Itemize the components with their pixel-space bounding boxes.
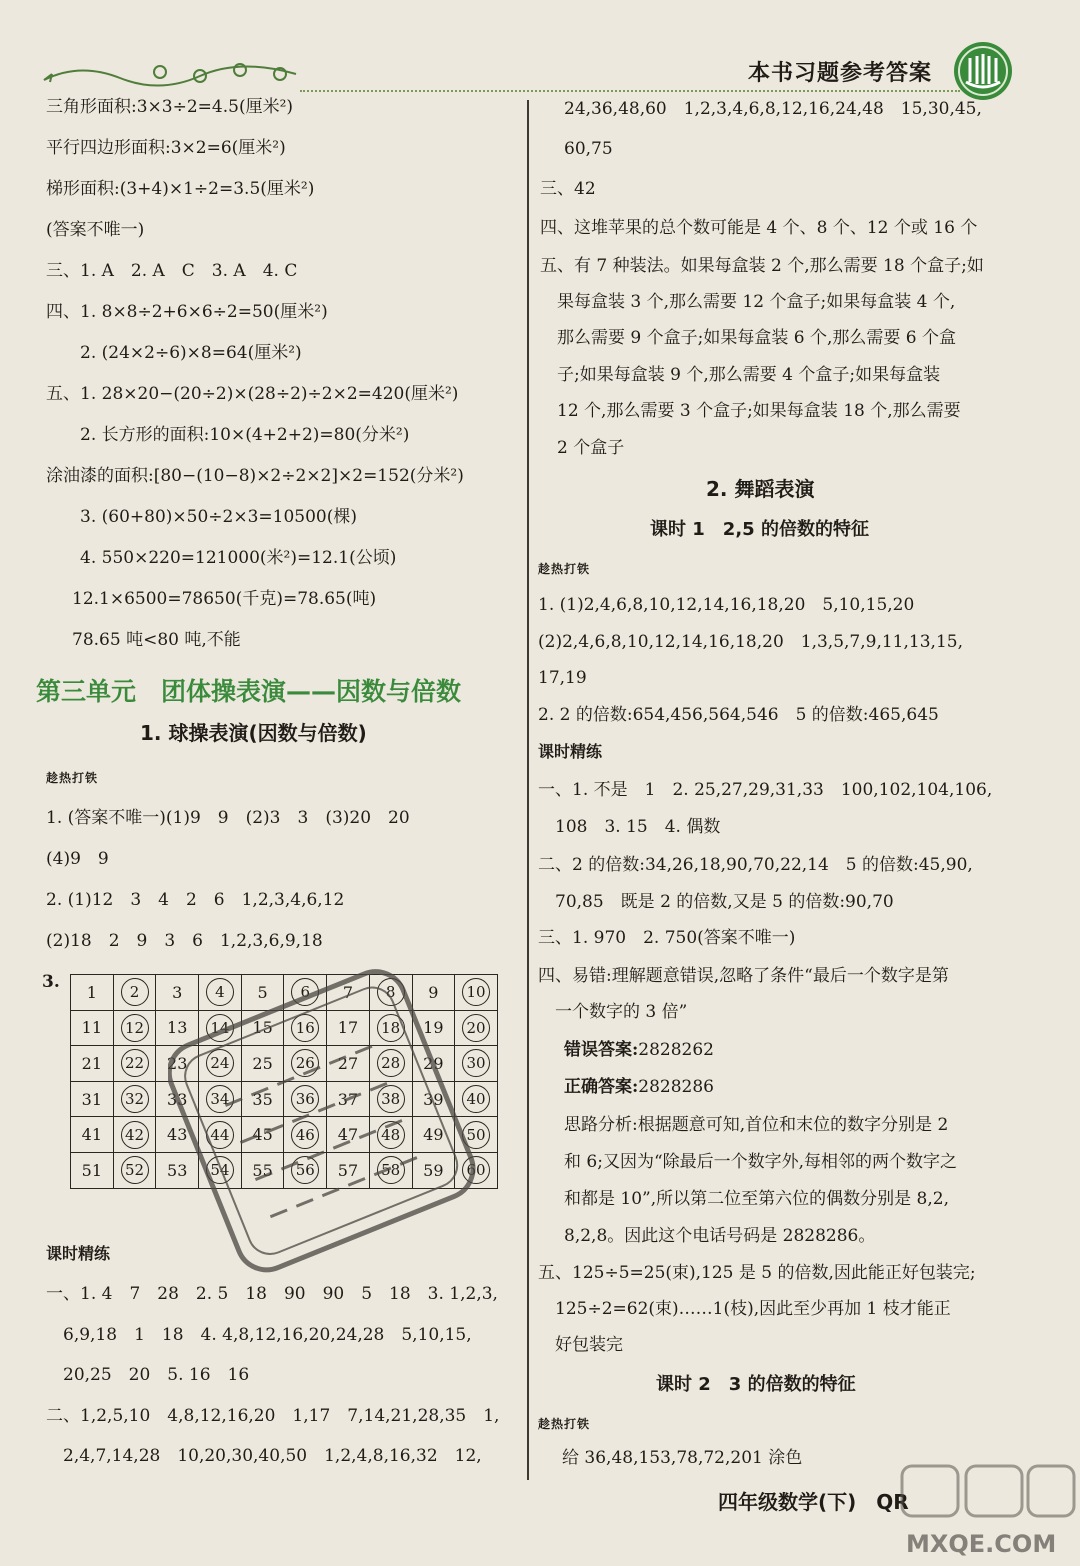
circled-number: 36 bbox=[291, 1085, 319, 1113]
grid-cell bbox=[113, 1010, 156, 1046]
text-line: (2)18 2 9 3 6 1,2,3,6,9,18 bbox=[46, 931, 323, 951]
grid-number: 43 bbox=[167, 1125, 188, 1145]
grid-cell bbox=[199, 1152, 242, 1188]
grid-cell bbox=[71, 1081, 114, 1117]
circled-number: 56 bbox=[291, 1156, 319, 1184]
text-line: 三、42 bbox=[540, 179, 596, 199]
grid-number: 51 bbox=[81, 1160, 103, 1180]
grid-cell bbox=[113, 1081, 156, 1117]
circled-number: 16 bbox=[291, 1014, 319, 1042]
text-line: 三角形面积:3×3÷2=4.5(厘米²) bbox=[46, 97, 294, 117]
circled-number: 28 bbox=[377, 1049, 405, 1077]
grid-cell bbox=[327, 1117, 370, 1153]
grid-cell bbox=[455, 975, 498, 1011]
grid-cell bbox=[199, 975, 242, 1011]
grid-cell bbox=[455, 1117, 498, 1153]
circled-number: 42 bbox=[121, 1121, 149, 1149]
text-line: 一个数字的 3 倍” bbox=[538, 1002, 688, 1022]
grid-cell bbox=[455, 1010, 498, 1046]
tag-label: 趁热打铁 bbox=[538, 1417, 591, 1431]
page-header-title: 本书习题参考答案 bbox=[748, 61, 933, 86]
section-title: 2. 舞蹈表演 bbox=[706, 477, 815, 501]
grid-cell bbox=[412, 1010, 455, 1046]
text-line: 二、1,2,5,10 4,8,12,16,20 1,17 7,14,21,28,35 1, bbox=[46, 1406, 500, 1426]
text-line: (答案不唯一) bbox=[46, 220, 145, 240]
grid-cell bbox=[156, 1152, 199, 1188]
grid-cell bbox=[369, 1081, 412, 1117]
text-line: 涂油漆的面积:[80−(10−8)×2÷2×2]×2=152(分米²) bbox=[46, 466, 464, 486]
grid-cell bbox=[156, 975, 199, 1011]
section-title: 1. 球操表演(因数与倍数) bbox=[140, 721, 367, 745]
column-divider bbox=[527, 100, 529, 1480]
grid-number: 31 bbox=[81, 1089, 103, 1109]
text-line: 二、2 的倍数:34,26,18,90,70,22,14 5 的倍数:45,90, bbox=[538, 855, 973, 875]
circled-number: 6 bbox=[291, 978, 319, 1006]
text-line: 70,85 既是 2 的倍数,又是 5 的倍数:90,70 bbox=[538, 892, 894, 912]
text-line: 12.1×6500=78650(千克)=78.65(吨) bbox=[72, 589, 377, 609]
circled-number: 50 bbox=[462, 1121, 490, 1149]
text-line: 1. (1)2,4,6,8,10,12,14,16,18,20 5,10,15,20 bbox=[538, 595, 915, 615]
text-line: 果每盒装 3 个,那么需要 12 个盒子;如果每盒装 4 个, bbox=[540, 292, 956, 312]
wrong-answer bbox=[564, 1039, 714, 1061]
circled-number: 10 bbox=[462, 978, 490, 1006]
grid-cell bbox=[412, 975, 455, 1011]
grid-number: 17 bbox=[337, 1018, 359, 1038]
grid-number: 29 bbox=[423, 1053, 444, 1073]
text-line: 好包装完 bbox=[538, 1335, 623, 1355]
circled-number: 24 bbox=[206, 1049, 234, 1077]
grid-row bbox=[71, 1117, 498, 1153]
text-line: 2. (1)12 3 4 2 6 1,2,3,4,6,12 bbox=[46, 890, 345, 910]
grid-number: 35 bbox=[252, 1089, 273, 1109]
text-line: 四、这堆苹果的总个数可能是 4 个、8 个、12 个或 16 个 bbox=[540, 218, 978, 238]
text-line: 2. 长方形的面积:10×(4+2+2)=80(分米²) bbox=[46, 425, 410, 445]
grid-cell bbox=[327, 1081, 370, 1117]
grid-number: 37 bbox=[337, 1089, 359, 1109]
grid-number: 1 bbox=[86, 982, 97, 1002]
grid-cell bbox=[71, 1046, 114, 1082]
grid-cell bbox=[455, 1081, 498, 1117]
grid-cell bbox=[199, 1081, 242, 1117]
grid-number: 47 bbox=[337, 1125, 359, 1145]
grid-cell bbox=[327, 975, 370, 1011]
grid-cell bbox=[369, 1117, 412, 1153]
circled-number: 12 bbox=[121, 1014, 149, 1042]
site-watermark bbox=[880, 1460, 1080, 1566]
grid-cell bbox=[455, 1152, 498, 1188]
circled-number: 32 bbox=[121, 1085, 149, 1113]
circled-number: 8 bbox=[377, 978, 405, 1006]
text-line: 12 个,那么需要 3 个盒子;如果每盒装 18 个,那么需要 bbox=[540, 401, 961, 421]
grid-cell bbox=[284, 1081, 327, 1117]
grid-number: 3 bbox=[172, 982, 183, 1002]
grid-number: 27 bbox=[337, 1053, 359, 1073]
circled-number: 4 bbox=[206, 978, 234, 1006]
text-line: 3. (60+80)×50÷2×3=10500(棵) bbox=[46, 507, 357, 527]
circled-number: 18 bbox=[377, 1014, 405, 1042]
text-line: 子;如果每盒装 9 个,那么需要 4 个盒子;如果每盒装 bbox=[540, 365, 941, 385]
grid-number: 53 bbox=[167, 1160, 188, 1180]
grid-cell bbox=[156, 1081, 199, 1117]
grid-cell bbox=[284, 1152, 327, 1188]
grid-cell bbox=[113, 975, 156, 1011]
text-line: 三、1. 970 2. 750(答案不唯一) bbox=[538, 928, 796, 948]
text-line: 和都是 10”,所以第二位至第六位的偶数分别是 8,2, bbox=[564, 1189, 949, 1209]
watermark-text: MXQE.COM bbox=[906, 1530, 1057, 1558]
wrong-answer-value: 2828262 bbox=[638, 1040, 714, 1060]
right-answer-label: 正确答案: bbox=[564, 1077, 639, 1097]
grid-number: 39 bbox=[423, 1089, 444, 1109]
text-line: 五、1. 28×20−(20÷2)×(28÷2)÷2×2=420(厘米²) bbox=[46, 384, 459, 404]
practice-label: 课时精练 bbox=[46, 1244, 111, 1263]
text-line: 三、1. A 2. A C 3. A 4. C bbox=[46, 261, 298, 281]
text-line: 四、易错:理解题意错误,忽略了条件“最后一个数字是第 bbox=[538, 966, 949, 986]
text-line: 20,25 20 5. 16 16 bbox=[46, 1365, 250, 1385]
vine-decoration-icon bbox=[40, 58, 300, 88]
text-line: 思路分析:根据题意可知,首位和末位的数字分别是 2 bbox=[564, 1115, 949, 1135]
circled-number: 20 bbox=[462, 1014, 490, 1042]
text-line: 125÷2=62(束)……1(枝),因此至少再加 1 枝才能正 bbox=[538, 1299, 951, 1319]
grid-cell bbox=[241, 1117, 284, 1153]
hundred-grid bbox=[70, 974, 498, 1189]
grid-cell bbox=[156, 1117, 199, 1153]
text-line: 2 个盒子 bbox=[540, 438, 625, 458]
grid-number: 49 bbox=[423, 1125, 444, 1145]
grid-cell bbox=[369, 1010, 412, 1046]
text-line: 五、125÷5=25(束),125 是 5 的倍数,因此能正好包装完; bbox=[538, 1263, 976, 1283]
circled-number: 58 bbox=[377, 1156, 405, 1184]
grid-number: 15 bbox=[252, 1018, 273, 1038]
text-line: 78.65 吨<80 吨,不能 bbox=[72, 630, 241, 650]
grid-number: 57 bbox=[337, 1160, 359, 1180]
grid-cell bbox=[113, 1046, 156, 1082]
circled-number: 30 bbox=[462, 1049, 490, 1077]
text-line: (4)9 9 bbox=[46, 849, 109, 869]
circled-number: 46 bbox=[291, 1121, 319, 1149]
tag-label: 趁热打铁 bbox=[538, 562, 591, 576]
grid-number: 33 bbox=[167, 1089, 188, 1109]
grid-number: 25 bbox=[252, 1053, 273, 1073]
grid-number: 59 bbox=[423, 1160, 444, 1180]
grid-cell bbox=[199, 1010, 242, 1046]
grid-cell bbox=[284, 1117, 327, 1153]
grid-number: 11 bbox=[81, 1018, 103, 1038]
circled-number: 38 bbox=[377, 1085, 405, 1113]
practice-label: 课时精练 bbox=[538, 742, 603, 761]
text-line: 和 6;又因为“除最后一个数字外,每相邻的两个数字之 bbox=[564, 1152, 958, 1172]
grid-cell bbox=[412, 1117, 455, 1153]
circled-number: 40 bbox=[462, 1085, 490, 1113]
grid-cell bbox=[412, 1152, 455, 1188]
text-line: 四、1. 8×8÷2+6×6÷2=50(厘米²) bbox=[46, 302, 328, 322]
grid-cell bbox=[284, 1046, 327, 1082]
grid-number: 7 bbox=[342, 982, 354, 1002]
text-line: 平行四边形面积:3×2=6(厘米²) bbox=[46, 138, 286, 158]
grid-cell bbox=[156, 1046, 199, 1082]
circled-number: 60 bbox=[462, 1156, 490, 1184]
text-line: 那么需要 9 个盒子;如果每盒装 6 个,那么需要 6 个盒 bbox=[540, 328, 957, 348]
grid-row bbox=[71, 1010, 498, 1046]
grid-number: 41 bbox=[81, 1125, 103, 1145]
text-line: 1. (答案不唯一)(1)9 9 (2)3 3 (3)20 20 bbox=[46, 808, 410, 828]
book-logo-icon bbox=[952, 40, 1014, 102]
grid-cell bbox=[327, 1010, 370, 1046]
grid-cell bbox=[284, 975, 327, 1011]
grid-label: 3. bbox=[42, 972, 60, 992]
circled-number: 2 bbox=[121, 978, 149, 1006]
grid-cell bbox=[369, 1046, 412, 1082]
text-line: 2. 2 的倍数:654,456,564,546 5 的倍数:465,645 bbox=[538, 705, 939, 725]
grid-cell bbox=[199, 1046, 242, 1082]
circled-number: 34 bbox=[206, 1085, 234, 1113]
grid-cell bbox=[327, 1046, 370, 1082]
grid-row bbox=[71, 1046, 498, 1082]
text-line: 24,36,48,60 1,2,3,4,6,8,12,16,24,48 15,30,45, bbox=[564, 99, 982, 119]
text-line: 17,19 bbox=[538, 668, 587, 688]
grid-row bbox=[71, 975, 498, 1011]
grid-number: 21 bbox=[81, 1053, 103, 1073]
grid-cell bbox=[284, 1010, 327, 1046]
text-line: 给 36,48,153,78,72,201 涂色 bbox=[562, 1448, 803, 1468]
grid-number: 9 bbox=[428, 982, 439, 1002]
circled-number: 44 bbox=[206, 1121, 234, 1149]
text-line: (2)2,4,6,8,10,12,14,16,18,20 1,3,5,7,9,11,13,15, bbox=[538, 632, 963, 652]
wrong-answer-label: 错误答案: bbox=[564, 1040, 639, 1060]
lesson-title: 课时 2 3 的倍数的特征 bbox=[656, 1374, 856, 1395]
grid-row bbox=[71, 1152, 498, 1188]
circled-number: 52 bbox=[121, 1156, 149, 1184]
header-rule bbox=[300, 90, 960, 94]
grid-number: 55 bbox=[252, 1160, 273, 1180]
grid-cell bbox=[241, 1081, 284, 1117]
grid-cell bbox=[156, 1010, 199, 1046]
grid-number: 45 bbox=[252, 1125, 273, 1145]
grid-row bbox=[71, 1081, 498, 1117]
grid-cell bbox=[241, 1152, 284, 1188]
lesson-title: 课时 1 2,5 的倍数的特征 bbox=[650, 519, 869, 540]
grid-cell bbox=[113, 1152, 156, 1188]
page-footer: 四年级数学(下) QR bbox=[718, 1490, 909, 1514]
grid-cell bbox=[241, 1046, 284, 1082]
grid-cell bbox=[71, 975, 114, 1011]
grid-cell bbox=[71, 1010, 114, 1046]
grid-cell bbox=[199, 1117, 242, 1153]
unit-title: 第三单元 团体操表演——因数与倍数 bbox=[36, 677, 462, 706]
grid-number: 13 bbox=[167, 1018, 188, 1038]
grid-number: 19 bbox=[423, 1018, 444, 1038]
circled-number: 14 bbox=[206, 1014, 234, 1042]
text-line: 108 3. 15 4. 偶数 bbox=[538, 817, 721, 837]
grid-number: 23 bbox=[167, 1053, 188, 1073]
grid-cell bbox=[455, 1046, 498, 1082]
grid-cell bbox=[241, 975, 284, 1011]
text-line: 五、有 7 种装法。如果每盒装 2 个,那么需要 18 个盒子;如 bbox=[540, 256, 984, 276]
right-answer bbox=[564, 1076, 714, 1098]
tag-label: 趁热打铁 bbox=[46, 771, 99, 785]
grid-cell bbox=[113, 1117, 156, 1153]
circled-number: 22 bbox=[121, 1049, 149, 1077]
circled-number: 54 bbox=[206, 1156, 234, 1184]
circled-number: 26 bbox=[291, 1049, 319, 1077]
text-line: 60,75 bbox=[564, 139, 613, 159]
text-line: 2,4,7,14,28 10,20,30,40,50 1,2,4,8,16,32 12, bbox=[46, 1446, 482, 1466]
text-line: 2. (24×2÷6)×8=64(厘米²) bbox=[46, 343, 302, 363]
circled-number: 48 bbox=[377, 1121, 405, 1149]
grid-cell bbox=[369, 975, 412, 1011]
grid-cell bbox=[369, 1152, 412, 1188]
text-line: 4. 550×220=121000(米²)=12.1(公顷) bbox=[46, 548, 397, 568]
grid-cell bbox=[71, 1117, 114, 1153]
text-line: 一、1. 不是 1 2. 25,27,29,31,33 100,102,104,106, bbox=[538, 780, 993, 800]
grid-cell bbox=[241, 1010, 284, 1046]
text-line: 6,9,18 1 18 4. 4,8,12,16,20,24,28 5,10,15, bbox=[46, 1325, 472, 1345]
grid-cell bbox=[327, 1152, 370, 1188]
text-line: 8,2,8。因此这个电话号码是 2828286。 bbox=[564, 1226, 876, 1246]
grid-cell bbox=[412, 1046, 455, 1082]
right-answer-value: 2828286 bbox=[638, 1077, 714, 1097]
grid-cell bbox=[412, 1081, 455, 1117]
grid-cell bbox=[71, 1152, 114, 1188]
text-line: 梯形面积:(3+4)×1÷2=3.5(厘米²) bbox=[46, 179, 315, 199]
text-line: 一、1. 4 7 28 2. 5 18 90 90 5 18 3. 1,2,3, bbox=[46, 1284, 498, 1304]
grid-number: 5 bbox=[257, 982, 268, 1002]
